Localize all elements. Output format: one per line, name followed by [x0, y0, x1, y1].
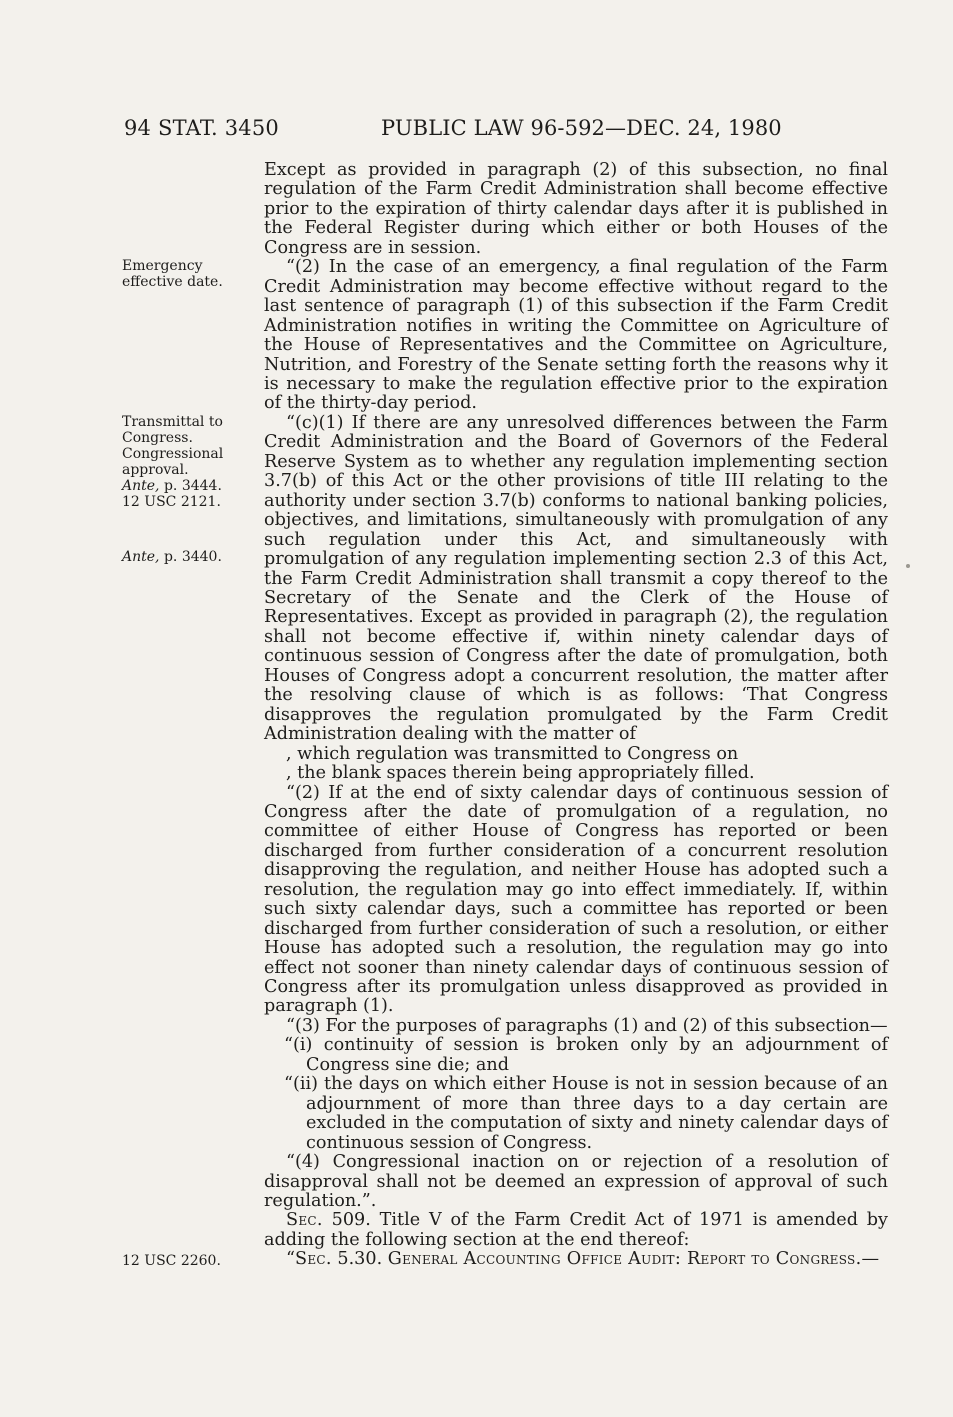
body-text [264, 161, 888, 1270]
margin-note-transmittal [122, 414, 223, 510]
section-number: 5.30. [331, 1249, 388, 1270]
paragraph-emergency: “(2) In the case of an emergency, a final regulation of the Farm Credit Administration may become effective without regard to the last sentence of paragraph (1) of this subsection if the Farm Credit Administration notifies in writing the Committee on Agriculture of the House of Representatives and the Committee on Agriculture, Nutrition, and Forestry of the Senate setting forth the reasons why it is necessary to make the regulation effective prior to the expiration of the thirty-day period. [264, 257, 888, 414]
section-label: Sec. [295, 1249, 332, 1270]
margin-note-usc-2260: 12 USC 2260. [122, 1253, 221, 1269]
margin-note-ante-3440 [122, 549, 222, 565]
blank-line-1: , which regulation was transmitted to Congress on [286, 743, 739, 764]
heading-dash: — [861, 1249, 880, 1270]
running-header-title: PUBLIC LAW 96-592—DEC. 24, 1980 [381, 116, 782, 140]
margin-note-line: Transmittal to [122, 414, 223, 430]
statute-page-number: 94 STAT. 3450 [124, 116, 279, 140]
open-quote: “ [286, 1249, 295, 1270]
subparagraph-ii [284, 1074, 888, 1153]
margin-note-usc-2121: 12 USC 2121. [122, 494, 221, 510]
margin-note-line: effective date. [122, 274, 223, 290]
paragraph-c1: “(c)(1) If there are any unresolved differences between the Farm Credit Administration and the Board of Governors of the Federal Reserve System as to whether any regulation implementing section 3.7(b) of this Act or the other provisions of title III relating to the authority under section 3.7(b) conforms to national banking policies, objectives, and limitations, simultaneously with promulgation of any such regulation under this Act, and simultaneously with promulgation of any regulation implementing section 2.3 of this Act, the Farm Credit Administration shall transmit a copy thereof to the Secretary of the Senate and the Clerk of the House of Representatives. Except as provided in paragraph (2), the regulation shall not become effective if, within ninety calendar days of continuous session of Congress after the date of promulgation, both Houses of Congress adopt a concurrent resolution, the matter after the resolving clause of which is as follows: ‘That Congress disapproves the regulation promulgated by the Farm Credit Administration dealing with the matter of [264, 412, 888, 745]
blank-line-2: , the blank spaces therein being appropriately filled. [286, 763, 755, 784]
subparagraph-i-text: “(i) continuity of session is broken only by an adjournment of Congress sine die; and [284, 1035, 888, 1075]
section-label: Sec. [286, 1210, 323, 1231]
paragraph-continuation: Except as provided in paragraph (2) of this subsection, no final regulation of the Farm Credit Administration shall become effective prior to the expiration of thirty calendar days after it is published in the Federal Register during which either or both Houses of the Congress are in session. [264, 160, 888, 258]
paragraph-c2: “(2) If at the end of sixty calendar days of continuous session of Congress after the date of promulgation of a regulation, no committee of either House of Congress has reported or been discharged from further consideration of a concurrent resolution disapproving the regulation, and neither House has adopted such a resolution, the regulation may go into effect immediately. If, within such sixty calendar days, such a committee has reported or been discharged from further consideration of such a resolution, or either House has adopted such a resolution, the regulation may go into effect not sooner than ninety calendar days of continuous session of Congress after its promulgation unless disapproved as provided in paragraph (1). [264, 782, 888, 1017]
margin-note-page: p. 3444. [159, 478, 222, 494]
margin-note-italic: Ante, [122, 478, 160, 494]
margin-note-line: Emergency [122, 258, 203, 274]
margin-note-line: Congressional [122, 446, 224, 462]
margin-note-emergency [122, 258, 223, 290]
margin-note-page: p. 3440. [159, 549, 222, 565]
subparagraph-i [284, 1035, 888, 1075]
section-509 [264, 1211, 888, 1250]
margin-note-line: approval. [122, 462, 189, 478]
margin-note-italic: Ante, [122, 549, 160, 565]
paragraph-c3: “(3) For the purposes of paragraphs (1) and (2) of this subsection— [286, 1015, 888, 1036]
margin-note-line: Congress. [122, 430, 193, 446]
margin-note-ante-3444 [122, 478, 223, 494]
subparagraph-ii-text: “(ii) the days on which either House is not in session because of an adjournment of more than three days to a day certain are excluded in the computation of sixty and ninety calendar days of continuous session of Congress. [284, 1074, 888, 1153]
section-heading: General Accounting Office Audit: Report to Congress. [387, 1249, 862, 1270]
paragraph-c4: “(4) Congressional inaction on or rejection of a resolution of disapproval shall not be deemed an expression of approval of such regulation.”. [264, 1152, 888, 1212]
section-509-text: 509. Title V of the Farm Credit Act of 1971 is amended by adding the following section at the end thereof: [264, 1210, 888, 1250]
section-530-heading [264, 1250, 888, 1269]
scan-speck [906, 564, 910, 568]
